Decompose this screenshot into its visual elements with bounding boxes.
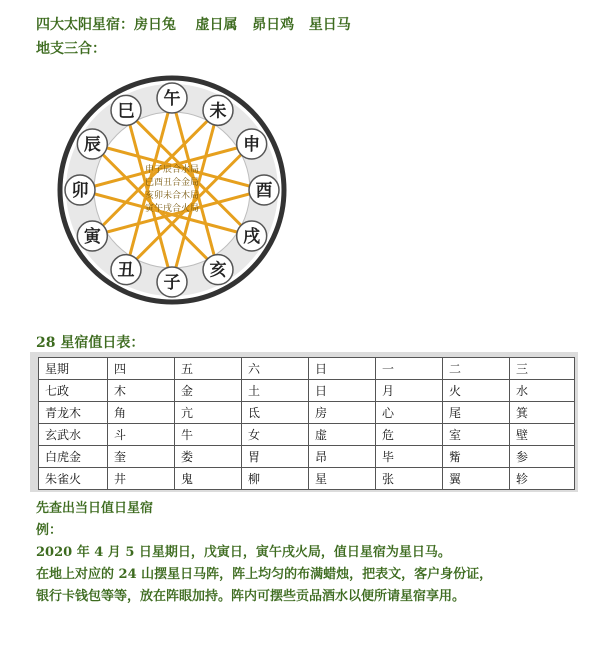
table-cell: 危: [376, 424, 443, 446]
table-cell: 五: [175, 358, 242, 380]
table-cell: 箕: [510, 402, 575, 424]
table-cell: 参: [510, 446, 575, 468]
star-duty-table: [38, 357, 575, 490]
table-cell: 二: [443, 358, 510, 380]
dizhi-title: 地支三合：: [36, 41, 106, 57]
dizhi-sanhe-diagram: [56, 74, 288, 306]
table-cell: 火: [443, 380, 510, 402]
row-header-cell: 玄武水: [39, 424, 108, 446]
table-cell: 日: [309, 358, 376, 380]
table-row: [39, 468, 575, 490]
table-cell: 翼: [443, 468, 510, 490]
table-cell: 亢: [175, 402, 242, 424]
branch-label: 巳: [117, 101, 135, 122]
table-cell: 金: [175, 380, 242, 402]
example-line-1: 2020 年 4 月 5 日星期日，戊寅日，寅午戌火局，值日星宿为星日马。: [36, 545, 451, 560]
center-combination-label: 亥卯未合木局: [144, 191, 200, 201]
stars-line: 四大太阳星宿：房日兔 虚日属 昴日鸡 星日马: [36, 17, 351, 33]
table-cell: 毕: [376, 446, 443, 468]
branch-label: 辰: [83, 135, 101, 155]
table-cell: 张: [376, 468, 443, 490]
table-cell: 娄: [175, 446, 242, 468]
row-header-cell: 星期: [39, 358, 108, 380]
table-cell: 虚: [309, 424, 376, 446]
branch-label: 申: [243, 135, 261, 155]
branch-label: 丑: [117, 260, 135, 281]
table-cell: 六: [242, 358, 309, 380]
table-cell: 星: [309, 468, 376, 490]
table-cell: 三: [510, 358, 575, 380]
branch-label: 未: [209, 101, 227, 122]
inner-disc: [94, 112, 250, 268]
star-duty-table-panel: [30, 352, 578, 492]
table-title: 28 星宿值日表：: [36, 335, 145, 351]
row-header-cell: 朱雀火: [39, 468, 108, 490]
table-row: [39, 446, 575, 468]
branch-label: 卯: [71, 181, 89, 201]
table-cell: 氐: [242, 402, 309, 424]
table-cell: 壁: [510, 424, 575, 446]
table-row: [39, 358, 575, 380]
sanhe-wheel: [56, 74, 288, 306]
table-cell: 女: [242, 424, 309, 446]
table-cell: 斗: [108, 424, 175, 446]
branch-label: 戌: [243, 227, 261, 247]
table-cell: 月: [376, 380, 443, 402]
check-line: 先查出当日值日星宿: [36, 501, 154, 516]
table-cell: 土: [242, 380, 309, 402]
table-cell: 轸: [510, 468, 575, 490]
table-cell: 日: [309, 380, 376, 402]
table-cell: 尾: [443, 402, 510, 424]
row-header-cell: 白虎金: [39, 446, 108, 468]
center-combination-label: 申子辰合水局: [144, 165, 200, 175]
branch-label: 寅: [83, 227, 101, 247]
example-line-2: 在地上对应的 24 山摆星日马阵，阵上均匀的布满蜡烛，把表文，客户身份证，: [36, 567, 493, 582]
row-header-cell: 青龙木: [39, 402, 108, 424]
table-cell: 一: [376, 358, 443, 380]
center-combination-label: 寅午戌合火局: [144, 204, 200, 214]
table-cell: 井: [108, 468, 175, 490]
row-header-cell: 七政: [39, 380, 108, 402]
table-row: [39, 424, 575, 446]
branch-label: 午: [163, 89, 181, 109]
branch-label: 酉: [255, 181, 273, 201]
example-line-3: 银行卡钱包等等，放在阵眼加持。阵内可摆些贡品酒水以便所请星宿享用。: [36, 589, 466, 604]
table-cell: 牛: [175, 424, 242, 446]
branch-label: 亥: [209, 260, 227, 281]
branch-label: 子: [163, 273, 181, 293]
center-combination-label: 巳酉丑合金局: [144, 178, 200, 188]
table-row: [39, 380, 575, 402]
table-cell: 木: [108, 380, 175, 402]
table-cell: 水: [510, 380, 575, 402]
table-cell: 觜: [443, 446, 510, 468]
table-cell: 角: [108, 402, 175, 424]
table-cell: 四: [108, 358, 175, 380]
table-row: [39, 402, 575, 424]
table-cell: 奎: [108, 446, 175, 468]
table-cell: 心: [376, 402, 443, 424]
example-label: 例：: [36, 523, 63, 538]
table-cell: 昂: [309, 446, 376, 468]
table-cell: 鬼: [175, 468, 242, 490]
table-cell: 柳: [242, 468, 309, 490]
table-cell: 胃: [242, 446, 309, 468]
table-cell: 房: [309, 402, 376, 424]
table-cell: 室: [443, 424, 510, 446]
